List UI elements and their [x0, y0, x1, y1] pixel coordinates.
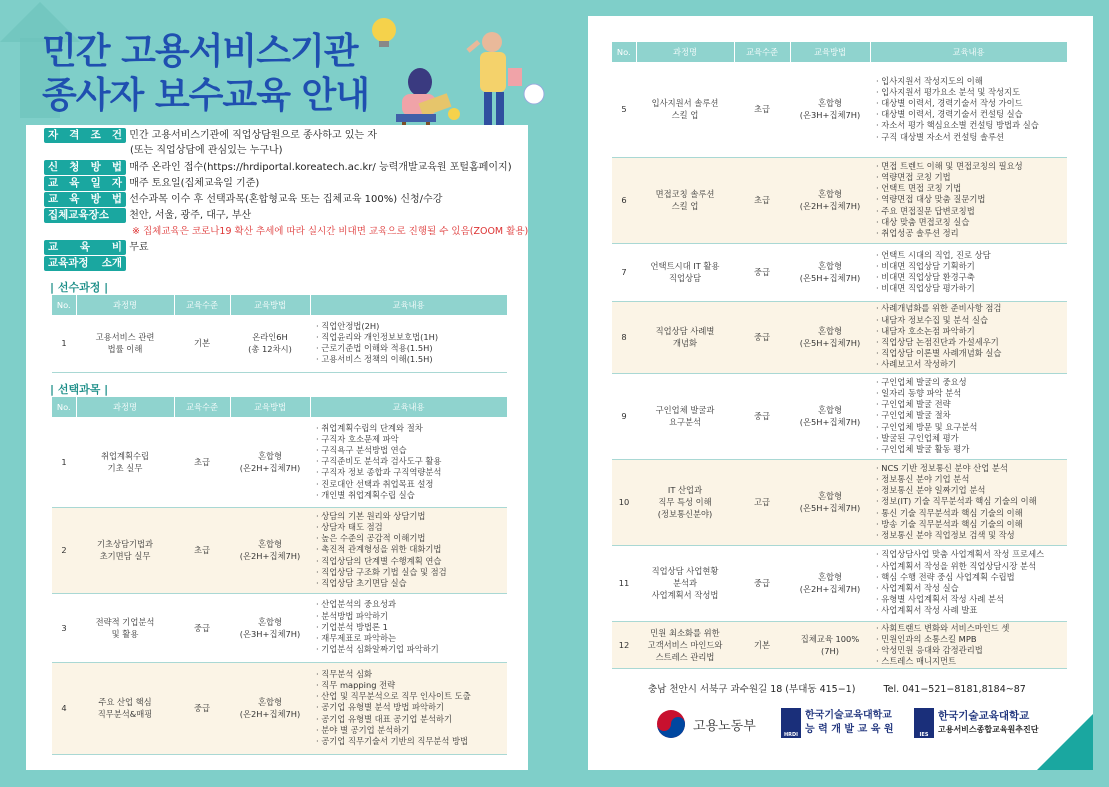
content-line: · 대상별 이력서, 경력기술서 작성 가이드 — [876, 98, 1023, 109]
content-line: · 유형별 사업계획서 작성 사례 분석 — [876, 594, 1005, 605]
content-line: · 자소서 평가 핵심요소별 컨설팅 방법과 실습 — [876, 120, 1039, 131]
taegeuk-icon — [655, 708, 687, 740]
cell-name: 면접코칭 솔루션 스킬 업 — [636, 157, 734, 243]
content-line: · 정보통신 분야 직업정보 검색 및 작성 — [876, 530, 1015, 540]
info-row-location — [44, 208, 251, 223]
cell-method: 집체교육 100% (7H) — [790, 621, 870, 669]
column-header: No. — [52, 295, 76, 315]
info-value: 매주 토요일(집체교육일 기준) — [129, 178, 260, 189]
content-line: · 정보통신 분야 일짜기업 분석 — [876, 485, 986, 496]
tel-text: Tel. 041−521−8181,8184~87 — [883, 684, 1026, 695]
cell-level: 중급 — [174, 662, 230, 754]
cell-level: 초급 — [174, 417, 230, 507]
hrdi-name: 능 력 개 발 교 육 원 — [805, 724, 894, 735]
info-label: 교 육 일 자 — [44, 176, 126, 191]
content-line: · 구직 대상별 자소서 컨설팅 솔루션 — [876, 131, 1005, 142]
info-label: 교 육 비 — [44, 240, 126, 255]
cell-name: IT 산업과 직무 특성 이해 (정보통신분야) — [636, 459, 734, 545]
table-row — [612, 62, 1067, 157]
cell-name: 주요 산업 핵심 직무분석&매핑 — [76, 662, 174, 754]
cell-level: 고급 — [734, 459, 790, 545]
cell-level: 중급 — [734, 301, 790, 373]
logo-koreatech-ies — [914, 708, 1038, 738]
content-line: · 구직자 정보 종합과 구직역량분석 — [316, 467, 442, 478]
koreatech-emblem-icon — [781, 708, 801, 738]
ies-text: IES — [919, 732, 929, 738]
logo-koreatech-hrdi — [781, 708, 894, 738]
cell-method: 혼합형 (온5H+집체7H) — [790, 459, 870, 545]
footer-address — [648, 681, 1026, 695]
content-line: · 기업분석 심화알짜기업 파악하기 — [316, 644, 439, 655]
content-line: · 역량면접 대상 맞춤 질문기법 — [876, 194, 986, 205]
cell-no: 7 — [612, 243, 636, 301]
column-header: 교육내용 — [310, 397, 507, 417]
koreatech-name: 한국기술교육대학교 — [805, 710, 892, 721]
content-line: · 직무 mapping 전략 — [316, 679, 396, 690]
cell-no: 6 — [612, 157, 636, 243]
content-line: · 면접 트렌드 이해 및 면접코칭의 필요성 — [876, 160, 1023, 171]
content-line: · 직무분석 심화 — [316, 668, 373, 679]
cell-method: 혼합형 (온5H+집체7H) — [790, 301, 870, 373]
content-line: · 산업 및 직무분석으로 직무 인사이트 도출 — [316, 691, 471, 702]
info-label: 집체교육장소 — [44, 208, 126, 223]
content-line: · 정보통신 분야 기업 분석 — [876, 473, 970, 484]
content-line: · 스트레스 매니지먼트 — [876, 656, 957, 667]
cell-content — [870, 621, 1067, 669]
section-prerequisite: | 선수과정 | — [50, 281, 109, 294]
content-line: · 비대면 직업상담 환경구축 — [876, 272, 975, 282]
column-header: 과정명 — [76, 397, 174, 417]
address-text: 충남 천안시 서북구 과수원길 18 (부대동 415−1) — [648, 684, 856, 695]
cell-method: 혼합형 (온5H+집체7H) — [790, 373, 870, 459]
content-line: · 통신 기술 직무분석과 핵심 기술의 이해 — [876, 507, 1023, 518]
cell-content — [870, 62, 1067, 157]
info-value: 민간 고용서비스기관에 직업상담원으로 종사하고 있는 자 — [129, 130, 377, 141]
content-line: · 사업계획서 작성 실습 — [876, 583, 959, 593]
cell-method: 혼합형 (온2H+집체7H) — [230, 507, 310, 593]
content-line: · 공기업 직무기술서 기반의 직무분석 방법 — [316, 736, 469, 746]
cell-name: 고용서비스 관련 법률 이해 — [76, 315, 174, 372]
cell-name: 언택트시대 IT 활용 직업상담 — [636, 243, 734, 301]
cell-level: 중급 — [734, 545, 790, 621]
table-row — [52, 315, 507, 372]
info-value: 천안, 서울, 광주, 대구, 부산 — [129, 210, 252, 221]
cell-no: 8 — [612, 301, 636, 373]
info-row-fee — [44, 240, 149, 255]
content-line: · 사업계획서 작성을 위한 직업상담시장 분석 — [876, 560, 1037, 571]
koreatech-name-2: 한국기술교육대학교 — [938, 710, 1030, 722]
table-row — [612, 157, 1067, 243]
content-line: · 기업분석 방법론 1 — [316, 621, 388, 632]
cell-content — [310, 507, 507, 593]
content-line: · 재무제표로 파악하는 — [316, 633, 397, 644]
content-line: · 구직준비도 분석과 검사도구 활용 — [316, 456, 442, 467]
cell-level: 기본 — [174, 315, 230, 372]
table-row — [52, 417, 507, 507]
content-line: · 대상 맞춤 면접코칭 실습 — [876, 216, 970, 227]
info-label: 자 격 조 건 — [44, 128, 126, 143]
info-label: 교 육 방 법 — [44, 192, 126, 207]
content-line: · 구인업체 발굴 활동 평가 — [876, 444, 970, 454]
cell-method: 혼합형 (온3H+집체7H) — [230, 593, 310, 662]
table-row — [612, 621, 1067, 669]
info-row-qualification — [44, 128, 377, 158]
table-header-row — [52, 295, 507, 315]
content-line: · 일자리 동향 파악 분석 — [876, 387, 962, 398]
column-header: 교육방법 — [230, 397, 310, 417]
logo-moel — [655, 708, 756, 740]
content-line: · 비대면 직업상담 기획하기 — [876, 260, 975, 271]
content-line: · 구인업체 발굴의 중요성 — [876, 376, 967, 387]
cell-content — [870, 373, 1067, 459]
content-line: · 상담자 태도 점검 — [316, 521, 383, 532]
cell-method: 혼합형 (온3H+집체7H) — [790, 62, 870, 157]
cell-level: 초급 — [174, 507, 230, 593]
cell-no: 9 — [612, 373, 636, 459]
content-line: · 직업윤리와 개인정보보호법(1H) — [316, 332, 439, 343]
elective-table-left — [52, 397, 508, 755]
content-line: · 직업안정법(2H) — [316, 320, 380, 331]
content-line: · 직업상담 구조화 기법 실습 및 점검 — [316, 566, 447, 577]
info-value: 선수과목 이수 후 선택과목(혼합형교육 또는 집체교육 100%) 신청/수강 — [129, 194, 443, 205]
content-line: · 비대면 직업상담 평가하기 — [876, 283, 975, 294]
content-line: · 핵심 수행 전략 중심 사업계획 수립법 — [876, 571, 1015, 582]
title-line-1: 민간 고용서비스기관 — [42, 31, 358, 72]
content-line: · 사회트랜드 변화와 서비스마인드 셋 — [876, 622, 1010, 633]
cell-content — [870, 545, 1067, 621]
cell-method: 온라인6H (총 12차시) — [230, 315, 310, 372]
content-line: · 상담의 기본 원리와 상담기법 — [316, 510, 426, 521]
cell-name: 직업상담 사례별 개념화 — [636, 301, 734, 373]
cell-no: 5 — [612, 62, 636, 157]
column-header: 과정명 — [636, 42, 734, 62]
table-row — [612, 301, 1067, 373]
content-line: · 입사지원서 작성지도의 이해 — [876, 75, 983, 86]
content-line: · 사례보고서 작성하기 — [876, 359, 957, 370]
content-line: · 언택트 시대의 직업, 진로 상담 — [876, 249, 991, 260]
cell-method: 혼합형 (온2H+집체7H) — [230, 417, 310, 507]
column-header: 교육방법 — [790, 42, 870, 62]
info-value-2: (또는 직업상담에 관심있는 누구나) — [130, 145, 283, 156]
content-line: · 내담자 호소논점 파악하기 — [876, 325, 975, 336]
content-line: · 구직욕구 분석방법 연습 — [316, 444, 407, 455]
content-line: · 개인별 취업계획수립 실습 — [316, 489, 415, 500]
content-line: · 구인업체 발굴 전략 — [876, 399, 951, 410]
content-line: · 직업상담사업 맞춤 사업계획서 작성 프로세스 — [876, 549, 1045, 560]
content-line: · 높은 수준의 공감적 이해기법 — [316, 533, 426, 544]
content-line: · 언택트 면접 코칭 기법 — [876, 183, 962, 194]
content-line: · 공기업 유형별 대표 공기업 분석하기 — [316, 713, 453, 724]
column-header: 교육내용 — [310, 295, 507, 315]
title-line-2: 종사자 보수교육 안내 — [42, 75, 370, 116]
column-header: 교육내용 — [870, 42, 1067, 62]
content-line: · 촉진적 관계형성을 위한 대화기법 — [316, 544, 442, 555]
cell-content — [870, 157, 1067, 243]
content-line: · 사업계획서 작성 사례 발표 — [876, 605, 978, 616]
content-line: · 직업상담 논점진단과 가설세우기 — [876, 337, 999, 347]
content-line: · 정보(IT) 기술 직무분석과 핵심 기술의 이해 — [876, 496, 1037, 507]
content-line: · 내담자 정보수집 및 분석 실습 — [876, 314, 989, 325]
cell-no: 10 — [612, 459, 636, 545]
cell-no: 3 — [52, 593, 76, 662]
content-line: · 직업상담 초기면담 실습 — [316, 578, 407, 588]
content-line: · 공기업 유형별 분석 방법 파악하기 — [316, 702, 445, 713]
table-row — [52, 507, 507, 593]
page-title — [42, 30, 369, 118]
cell-no: 12 — [612, 621, 636, 669]
content-line: · 취업계획수립의 단계와 절차 — [316, 422, 423, 433]
cell-name: 입사지원서 솔루션 스킬 업 — [636, 62, 734, 157]
column-header: No. — [612, 42, 636, 62]
cell-content — [310, 417, 507, 507]
content-line: · 직업상담의 단계별 수행계획 연습 — [316, 555, 442, 566]
cell-level: 중급 — [174, 593, 230, 662]
ies-name: 고용서비스종합교육원추진단 — [938, 725, 1039, 734]
table-row — [52, 593, 507, 662]
info-label: 교육과정 소개 — [44, 256, 126, 271]
column-header: 교육방법 — [230, 295, 310, 315]
cell-no: 1 — [52, 315, 76, 372]
cell-no: 2 — [52, 507, 76, 593]
cell-name: 직업상담 사업현황 분석과 사업계획서 작성법 — [636, 545, 734, 621]
info-row-date — [44, 176, 259, 191]
lightbulb-icon — [372, 18, 396, 42]
content-line: · 산업분석의 중요성과 — [316, 599, 397, 610]
cell-level: 중급 — [734, 373, 790, 459]
table-header-row — [52, 397, 507, 417]
column-header: 교육수준 — [174, 295, 230, 315]
column-header: 교육수준 — [734, 42, 790, 62]
cell-no: 11 — [612, 545, 636, 621]
info-row-courses — [44, 256, 126, 271]
table-row — [612, 459, 1067, 545]
content-line: · 사례개념화를 위한 준비사항 점검 — [876, 303, 1002, 314]
info-label: 신 청 방 법 — [44, 160, 126, 175]
cell-level: 중급 — [734, 243, 790, 301]
cell-content — [870, 301, 1067, 373]
cell-method: 혼합형 (온2H+집체7H) — [230, 662, 310, 754]
content-line: · 민원인과의 소통스킬 MPB — [876, 633, 977, 644]
cell-name: 전략적 기업분석 및 활용 — [76, 593, 174, 662]
content-line: · 근로기준법 이해와 적용(1.5H) — [316, 343, 433, 354]
info-value: 무료 — [129, 242, 149, 253]
content-line: · 방송 기술 직무분석과 핵심 기술의 이해 — [876, 518, 1023, 529]
cell-content — [310, 593, 507, 662]
cell-no: 1 — [52, 417, 76, 507]
content-line: · 악성민원 응대와 감정관리법 — [876, 644, 983, 655]
table-row — [612, 243, 1067, 301]
covid-note: ※ 집체교육은 코로나19 확산 추세에 따라 실시간 비대면 교육으로 진행될 수 있음(ZOOM 활용) — [132, 226, 529, 237]
cell-content — [310, 662, 507, 754]
cell-content — [870, 459, 1067, 545]
content-line: · 구인업체 방문 및 요구분석 — [876, 421, 978, 432]
column-header: No. — [52, 397, 76, 417]
prerequisite-table — [52, 295, 508, 373]
table-row — [612, 545, 1067, 621]
cell-method: 혼합형 (온2H+집체7H) — [790, 157, 870, 243]
content-line: · 발굴된 구인업체 평가 — [876, 432, 959, 443]
info-row-method — [44, 192, 442, 207]
decor-corner — [1037, 714, 1093, 770]
cell-level: 초급 — [734, 157, 790, 243]
content-line: · 분석방법 파악하기 — [316, 610, 389, 621]
content-line: · 구직자 호소문제 파악 — [316, 433, 399, 444]
info-value: 매주 온라인 접수(https://hrdiportal.koreatech.ac.kr/ 능력개발교육원 포털홈페이지) — [129, 162, 512, 173]
cell-content — [310, 315, 507, 372]
koreatech-emblem-icon — [914, 708, 934, 738]
cell-name: 취업계획수립 기초 실무 — [76, 417, 174, 507]
content-line: · 구인업체 발굴 절차 — [876, 410, 951, 421]
column-header: 교육수준 — [174, 397, 230, 417]
table-row — [52, 662, 507, 754]
elective-table-right — [612, 42, 1068, 669]
image-icon — [524, 84, 544, 104]
moel-name: 고용노동부 — [693, 718, 756, 734]
cell-level: 기본 — [734, 621, 790, 669]
table-header-row — [612, 42, 1067, 62]
content-line: · 분야 별 공기업 분석하기 — [316, 724, 410, 735]
cell-method: 혼합형 (온5H+집체7H) — [790, 243, 870, 301]
cell-content — [870, 243, 1067, 301]
cell-no: 4 — [52, 662, 76, 754]
cell-method: 혼합형 (온2H+집체7H) — [790, 545, 870, 621]
content-line: · 역량면접 코칭 기법 — [876, 171, 951, 182]
hrdi-text: HRDI — [783, 732, 799, 738]
cell-name: 민원 최소화를 위한 고객서비스 마인드와 스트레스 관리법 — [636, 621, 734, 669]
content-line: · 주요 면접질문 답변코칭법 — [876, 205, 975, 216]
cell-level: 초급 — [734, 62, 790, 157]
content-line: · 취업성공 솔루션 정리 — [876, 228, 959, 238]
column-header: 과정명 — [76, 295, 174, 315]
cell-name: 구인업체 발굴과 요구분석 — [636, 373, 734, 459]
content-line: · 대상별 이력서, 경력기술서 컨설팅 실습 — [876, 109, 1023, 120]
info-row-apply — [44, 160, 512, 175]
section-elective: | 선택과목 | — [50, 383, 109, 396]
content-line: · 입사지원서 평가요소 분석 및 작성지도 — [876, 86, 1021, 97]
content-line: · 진로대안 선택과 취업목표 설정 — [316, 478, 434, 489]
content-line: · 직업상담 이론별 사례개념화 실습 — [876, 348, 1002, 359]
content-line: · NCS 기반 정보통신 분야 산업 분석 — [876, 462, 1008, 473]
cell-name: 기초상담기법과 초기면담 실무 — [76, 507, 174, 593]
table-row — [612, 373, 1067, 459]
content-line: · 고용서비스 정책의 이해(1.5H) — [316, 354, 433, 365]
